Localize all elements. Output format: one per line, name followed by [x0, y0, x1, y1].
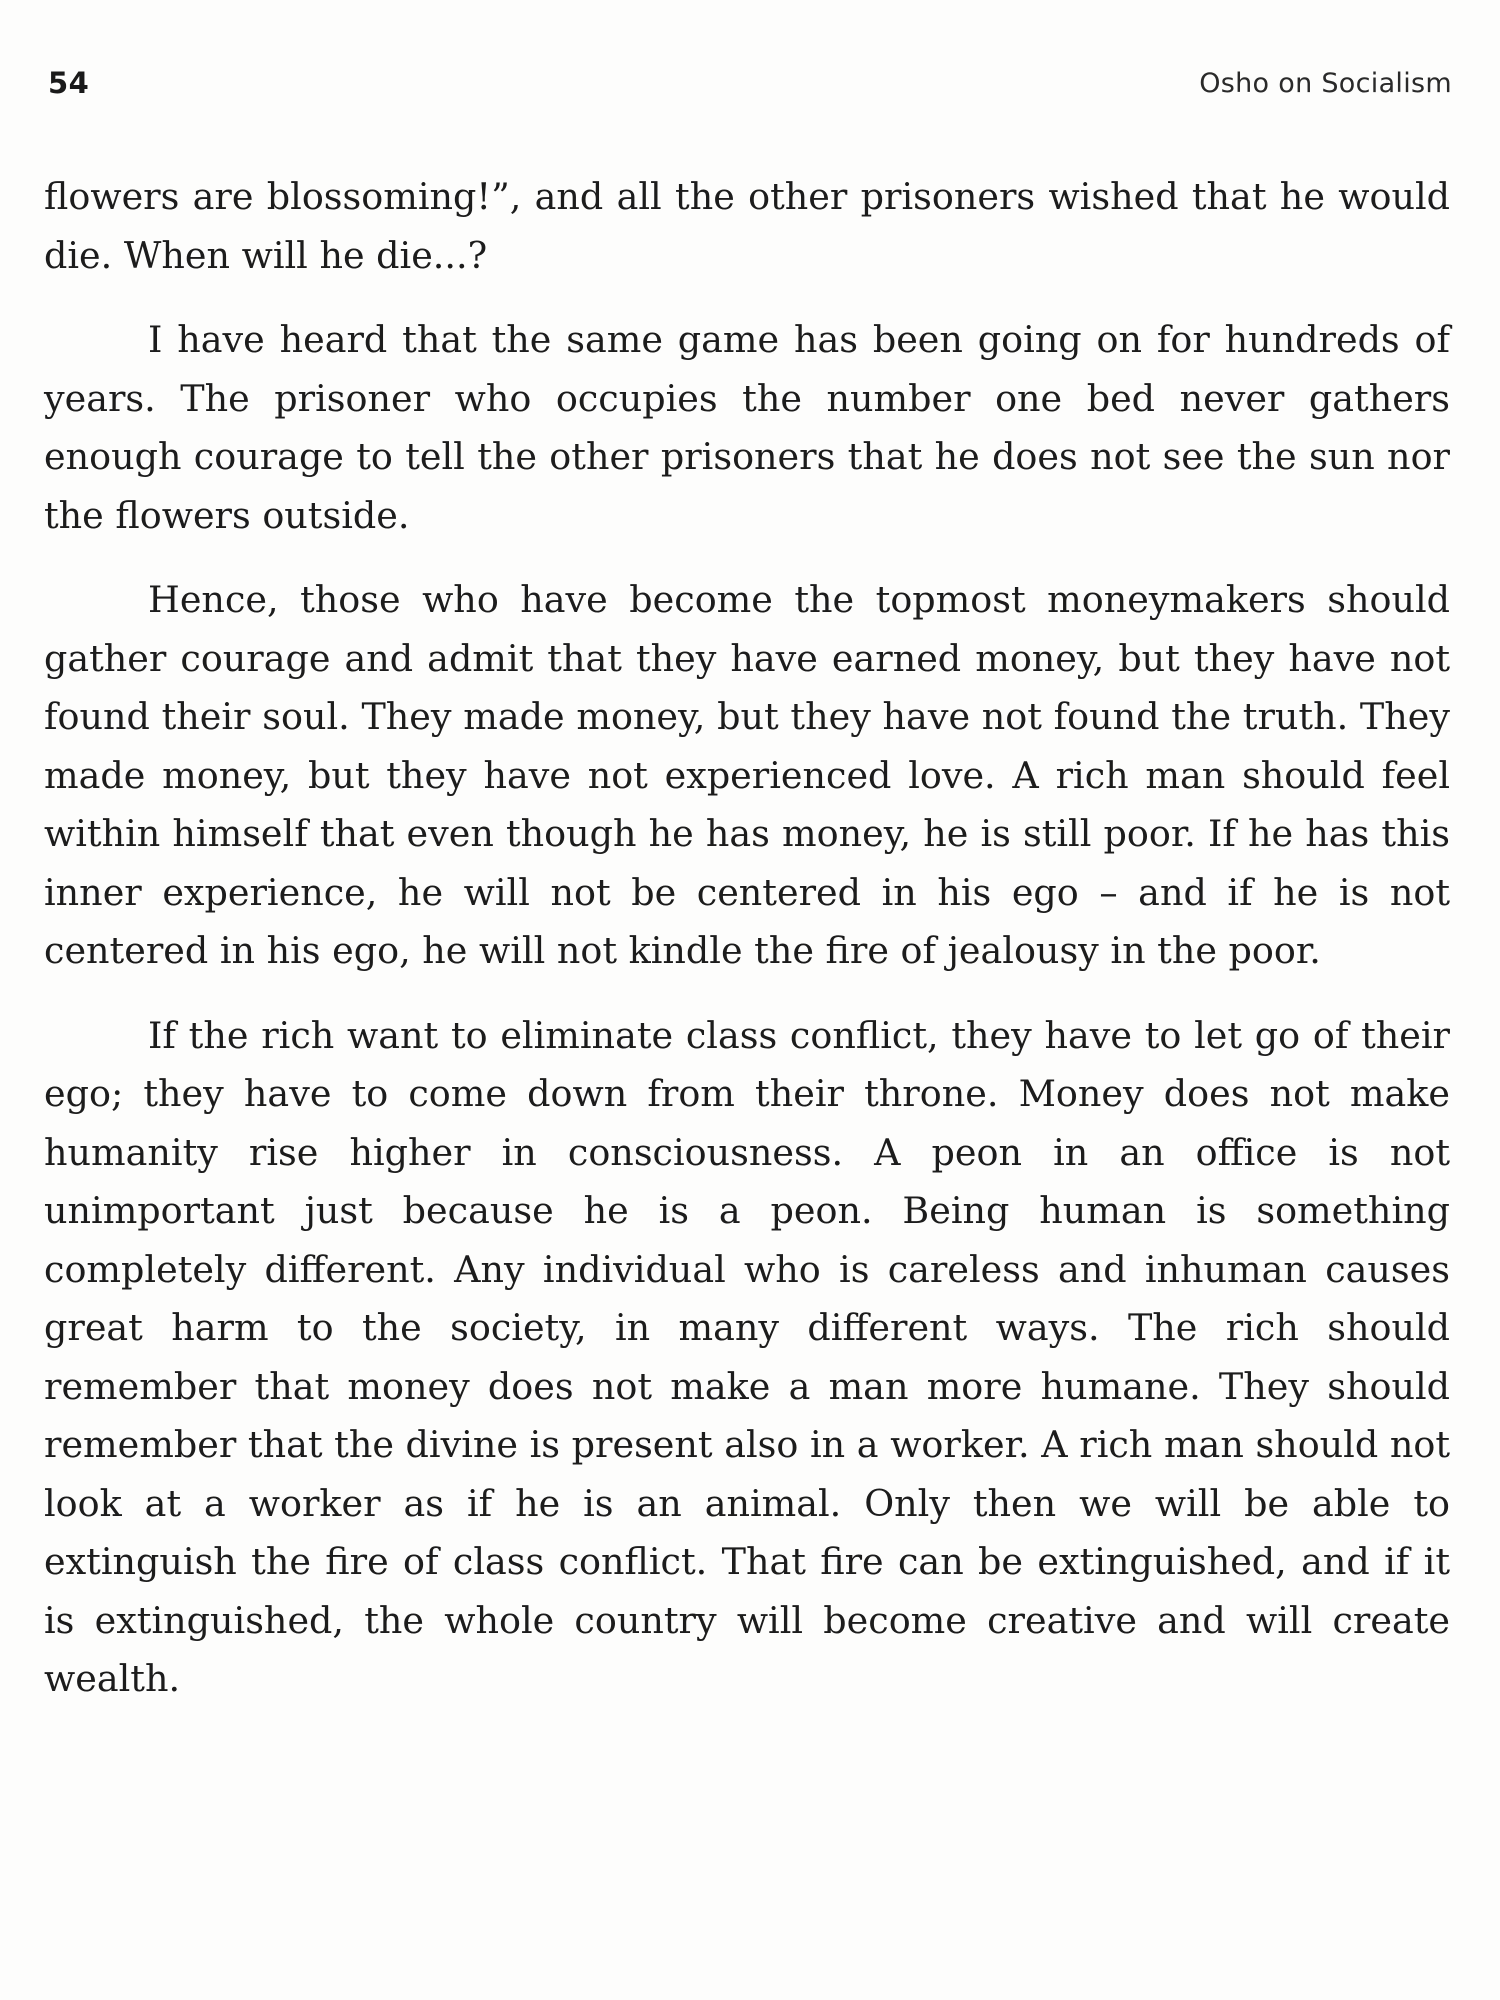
- running-header: [48, 66, 1452, 110]
- paragraph-4: If the rich want to eliminate class conflict, they have to let go of their ego; they have to come down from their throne. Money does not make humanity rise higher in consciousness. A peon in an office is not unimportant just because he is a peon. Being human is something completely different. Any individual who is careless and inhuman causes great harm to the society, in many different ways. The rich should remember that money does not make a man more humane. They should remember that the divine is present also in a worker. A rich man should not look at a worker as if he is an animal. Only then we will be able to extinguish the fire of class conflict. That fire can be extinguished, and if it is extinguished, the whole country will become creative and will create wealth.: [44, 1013, 1450, 1700]
- paragraph-3: Hence, those who have become the topmost moneymakers should gather courage and admit that they have earned money, but they have not found their soul. They made money, but they have not found the truth. They made money, but they have not experienced love. A rich man should feel within himself that even though he has money, he is still poor. If he has this inner experience, he will not be centered in his ego – and if he is not centered in his ego, he will not kindle the fire of jealousy in the poor.: [44, 578, 1450, 972]
- paragraph-2: I have heard that the same game has been going on for hundreds of years. The prisoner who occupies the number one bed never gathers enough courage to tell the other prisoners that he does not see the sun nor the flowers outside.: [44, 318, 1450, 537]
- page-number: 54: [48, 66, 90, 100]
- book-title: Osho on Socialism: [1199, 68, 1452, 99]
- body-text: [44, 168, 1450, 1735]
- paragraph-1: flowers are blossoming!”, and all the other prisoners wished that he would die. When will he die...?: [44, 175, 1450, 277]
